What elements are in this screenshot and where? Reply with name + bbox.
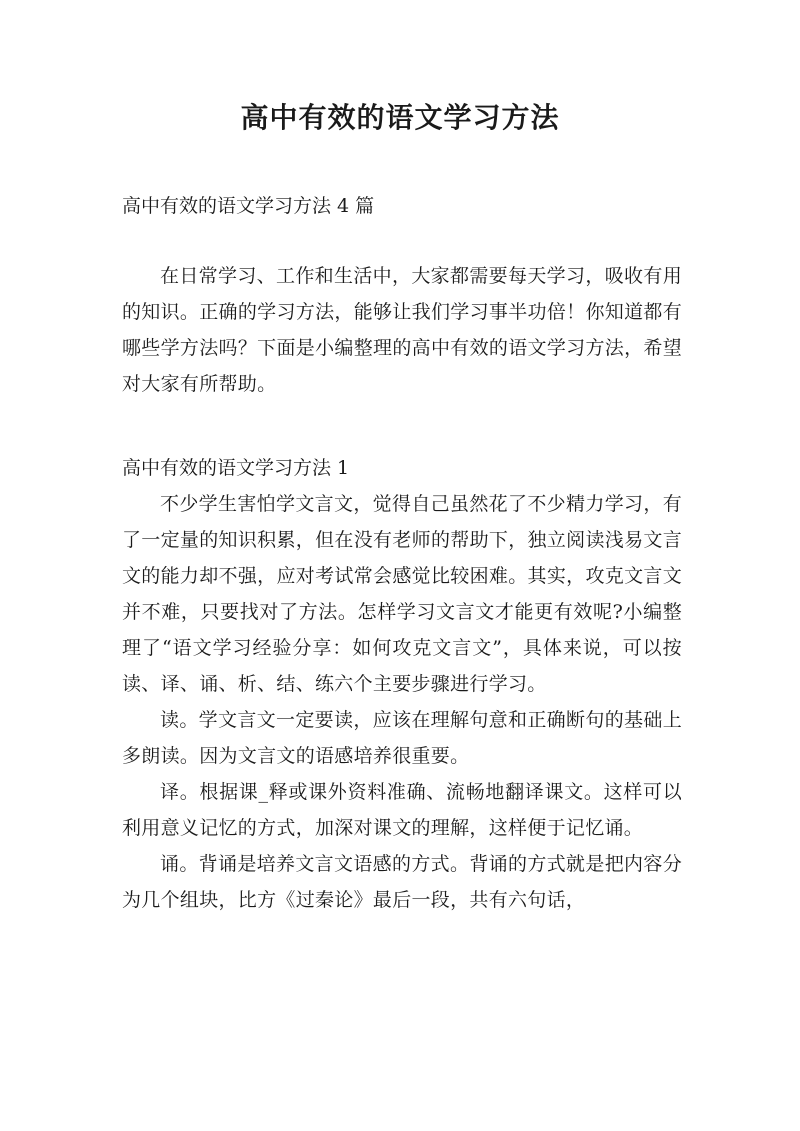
section-1-heading: 高中有效的语文学习方法 1 — [122, 457, 350, 479]
intro-text: 在日常学习、工作和生活中，大家都需要每天学习，吸收有用的知识。正确的学习方法，能够让我们学习事半功倍！你知道都有哪些学方法吗？下面是小编整理的高中有效的语文学习方法，希望对大家有所帮助。 — [122, 265, 682, 395]
document-title: 高中有效的语文学习方法 — [240, 101, 560, 134]
section-1-paragraph: 读。学文言文一定要读，应该在理解句意和正确断句的基础上多朗读。因为文言文的语感培养很重要。 — [122, 709, 682, 767]
section-1-body — [122, 486, 682, 918]
intro-paragraph — [122, 258, 682, 402]
document-subtitle: 高中有效的语文学习方法 4 篇 — [122, 195, 375, 217]
section-1-paragraph: 诵。背诵是培养文言文语感的方式。背诵的方式就是把内容分为几个组块，比方《过秦论》最后一段，共有六句话， — [122, 853, 682, 911]
section-1-paragraph: 译。根据课_释或课外资料准确、流畅地翻译课文。这样可以利用意义记忆的方式，加深对课文的理解，这样便于记忆诵。 — [122, 781, 682, 839]
section-1-paragraph: 不少学生害怕学文言文，觉得自己虽然花了不少精力学习，有了一定量的知识积累，但在没有老师的帮助下，独立阅读浅易文言文的能力却不强，应对考试常会感觉比较困难。其实，攻克文言文并不难，只要找对了方法。怎样学习文言文才能更有效呢?小编整理了“语文学习经验分享：如何攻克文言文”，具体来说，可以按读、译、诵、析、结、练六个主要步骤进行学习。 — [122, 493, 682, 695]
